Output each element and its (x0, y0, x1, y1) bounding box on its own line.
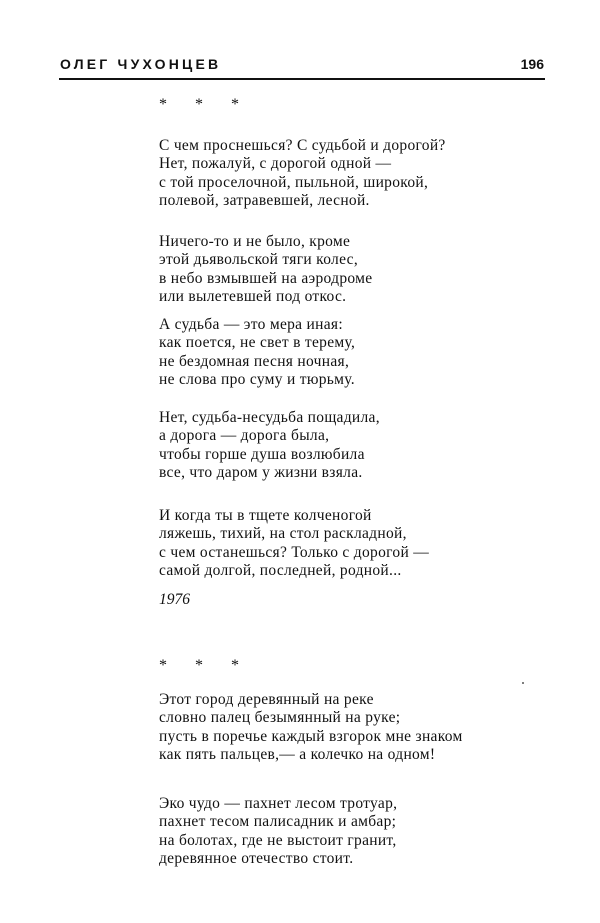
print-speck (522, 682, 524, 684)
page-header (60, 56, 544, 78)
poem-line: Ничего-то и не было, кроме (159, 233, 351, 250)
poem-line: А судьба — это мера иная: (159, 316, 343, 333)
page-number: 196 (520, 56, 544, 72)
poem-line: ляжешь, тихий, на стол раскладной, (159, 525, 407, 543)
poem-line: Нет, пожалуй, с дорогой одной — (159, 155, 392, 173)
poem-line: в небо взмывшей на аэродроме (159, 269, 373, 287)
poem1-stanza-5 (159, 507, 429, 580)
author-name: ОЛЕГ ЧУХОНЦЕВ (60, 56, 222, 72)
poem1-separator: * * * (159, 96, 251, 113)
poem-line: И когда ты в тщете колченогой (159, 507, 372, 524)
poem-line: с той проселочной, пыльной, широкой, (159, 173, 429, 191)
poem-line: или вылетевшей под откос. (159, 287, 347, 305)
poem-line: на болотах, где не выстоит гранит, (159, 831, 397, 849)
poem1-stanza-1 (159, 137, 446, 210)
poem-line: чтобы горше душа возлюбила (159, 445, 365, 463)
poem-line: деревянное отечество стоит. (159, 849, 354, 867)
poem-line: этой дьявольской тяги колес, (159, 251, 359, 269)
poem-line: как пять пальцев,— а колечко на одном! (159, 745, 436, 763)
header-rule (59, 78, 545, 80)
poem-line: Нет, судьба-несудьба пощадила, (159, 409, 380, 426)
poem-line: все, что даром у жизни взяла. (159, 463, 363, 481)
poem1-year: 1976 (159, 591, 190, 608)
poem1-stanza-2 (159, 233, 372, 306)
poem-line: с чем останешься? Только с дорогой — (159, 543, 430, 561)
poem-line: полевой, затравевшей, лесной. (159, 191, 370, 209)
poem-line: не слова про суму и тюрьму. (159, 370, 355, 388)
poem-line: пусть в поречье каждый взгорок мне знаком (159, 727, 463, 745)
poem-line: как поется, не свет в терему, (159, 334, 356, 352)
poem-line: не бездомная песня ночная, (159, 352, 350, 370)
poem1-stanza-4 (159, 409, 380, 482)
poem-line: словно палец безымянный на руке; (159, 709, 401, 727)
poem2-stanza-1 (159, 691, 463, 764)
poem2-stanza-2 (159, 795, 397, 868)
poem-line: самой долгой, последней, родной... (159, 561, 402, 579)
poem-line: Эко чудо — пахнет лесом тротуар, (159, 795, 398, 812)
poem-line: а дорога — дорога была, (159, 427, 330, 445)
poem-line: Этот город деревянный на реке (159, 691, 374, 708)
poem-line: пахнет тесом палисадник и амбар; (159, 813, 397, 831)
poem1-stanza-3 (159, 316, 355, 389)
poem2-separator: * * * (159, 657, 251, 674)
poem-line: С чем проснешься? С судьбой и дорогой? (159, 137, 446, 154)
